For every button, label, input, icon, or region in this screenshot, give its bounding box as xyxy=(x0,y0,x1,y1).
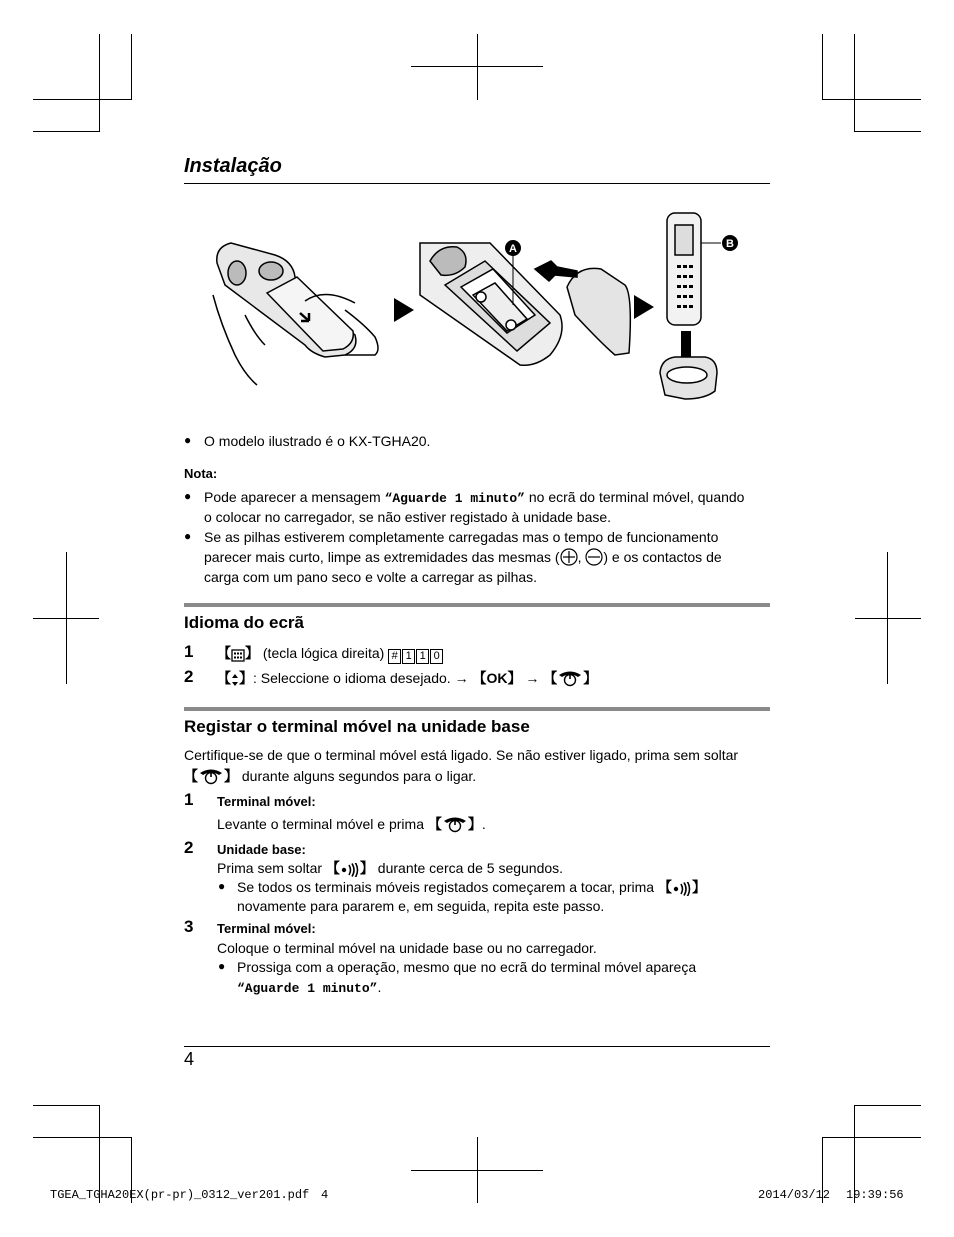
navigator-up-down-icon xyxy=(231,672,239,692)
print-time: 19:39:56 xyxy=(846,1188,904,1202)
nota-item-2: Se as pilhas estiverem completamente carregadas mas o tempo de funcionamento xyxy=(204,529,719,545)
off-power-key-icon xyxy=(442,815,468,838)
bullet-icon: ● xyxy=(184,489,192,503)
arrow-right-icon xyxy=(634,295,654,319)
print-page: 4 xyxy=(321,1188,329,1202)
section-heading-registar: Registar o terminal móvel na unidade base xyxy=(184,717,530,736)
registar-intro: Certifique-se de que o terminal móvel está ligado. Se não estiver ligado, prima sem soltar xyxy=(184,747,739,763)
handset-in-charger-illustration xyxy=(660,213,721,399)
registar-step-3-bullet-line-2: “Aguarde 1 minuto”. xyxy=(237,979,382,996)
message-aguarde: “Aguarde 1 minuto” xyxy=(384,491,525,506)
off-power-key-icon xyxy=(198,767,224,790)
step-title: Terminal móvel: xyxy=(217,794,316,809)
section-title: Instalação xyxy=(184,155,282,177)
nota-item-1-line-2: o colocar no carregador, se não estiver registado à unidade base. xyxy=(204,509,612,525)
key-1: 1 xyxy=(416,649,429,664)
section-heading-idioma: Idioma do ecrã xyxy=(184,613,304,632)
model-note: O modelo ilustrado é o KX-TGHA20. xyxy=(204,433,431,449)
key-hash: # xyxy=(388,649,401,664)
arrow-icon: → xyxy=(525,670,540,686)
step-title: Unidade base: xyxy=(217,842,306,857)
idioma-step-1: 【 】 (tecla lógica direita) # 1 1 0 xyxy=(217,643,444,667)
installation-figure xyxy=(205,205,745,405)
registar-step-3-bullet: Prossiga com a operação, mesmo que no ecrã do terminal móvel apareça xyxy=(237,959,697,975)
arrow-right-icon xyxy=(394,298,414,322)
callout-b xyxy=(722,235,738,251)
key-1: 1 xyxy=(402,649,415,664)
bullet-icon: ● xyxy=(184,529,192,543)
registar-step-1-text: Levante o terminal móvel e prima 【 】. xyxy=(217,814,486,838)
svg-text:B: B xyxy=(726,238,734,250)
registar-intro-line-2: 【 】 durante alguns segundos para o ligar. xyxy=(184,766,476,790)
step-number: 1 xyxy=(184,790,194,809)
message-aguarde: “Aguarde 1 minuto” xyxy=(237,981,378,996)
header-rule xyxy=(184,183,770,184)
registar-step-2-bullet-line-2: novamente para pararem e, em seguida, repita este passo. xyxy=(237,898,605,914)
nota-label: Nota: xyxy=(184,466,218,481)
battery-compartment-illustration xyxy=(420,243,562,365)
ok-key: OK xyxy=(486,670,508,686)
plus-terminal-icon xyxy=(560,548,578,571)
minus-terminal-icon xyxy=(585,548,603,571)
section-rule xyxy=(184,603,770,607)
bullet-icon: ● xyxy=(218,959,226,973)
print-date: 2014/03/12 xyxy=(758,1188,831,1202)
key-0: 0 xyxy=(430,649,443,664)
registar-step-2-bullet: Se todos os terminais móveis registados começarem a tocar, prima 【 】 xyxy=(237,877,706,901)
menu-key-icon xyxy=(231,647,245,667)
step-number: 2 xyxy=(184,838,194,857)
locator-page-icon xyxy=(672,881,692,901)
idioma-step-2: 【 】: Seleccione o idioma desejado. → 【OK】 → 【 】 xyxy=(217,668,597,692)
registar-step-3-text: Coloque o terminal móvel na unidade base ou no carregador. xyxy=(217,940,597,956)
step-title: Terminal móvel: xyxy=(217,921,316,936)
bullet-icon: ● xyxy=(218,879,226,893)
nota-item-2-line-2: parecer mais curto, limpe as extremidades das mesmas ( , ) e os contactos de xyxy=(204,547,722,571)
handset-open-cover-illustration xyxy=(213,243,378,385)
nota-item-2-line-3: carga com um pano seco e volte a carregar as pilhas. xyxy=(204,569,538,585)
page-number: 4 xyxy=(184,1049,195,1069)
nota-item-1: Pode aparecer a mensagem “Aguarde 1 minuto” no ecrã do terminal móvel, quando xyxy=(204,489,745,506)
bullet-icon: ● xyxy=(184,433,192,447)
callout-a xyxy=(505,240,521,256)
section-rule xyxy=(184,707,770,711)
print-filename: TGEA_TGHA20EX(pr-pr)_0312_ver201.pdf xyxy=(50,1188,310,1202)
step-number: 1 xyxy=(184,642,194,661)
step-number: 2 xyxy=(184,667,194,686)
off-power-key-icon xyxy=(557,669,583,692)
registar-step-2-text: Prima sem soltar 【 】 durante cerca de 5 segundos. xyxy=(217,858,563,882)
arrow-icon: → xyxy=(454,670,469,686)
footer-rule xyxy=(184,1046,770,1047)
svg-text:A: A xyxy=(509,243,517,255)
step-number: 3 xyxy=(184,917,194,936)
